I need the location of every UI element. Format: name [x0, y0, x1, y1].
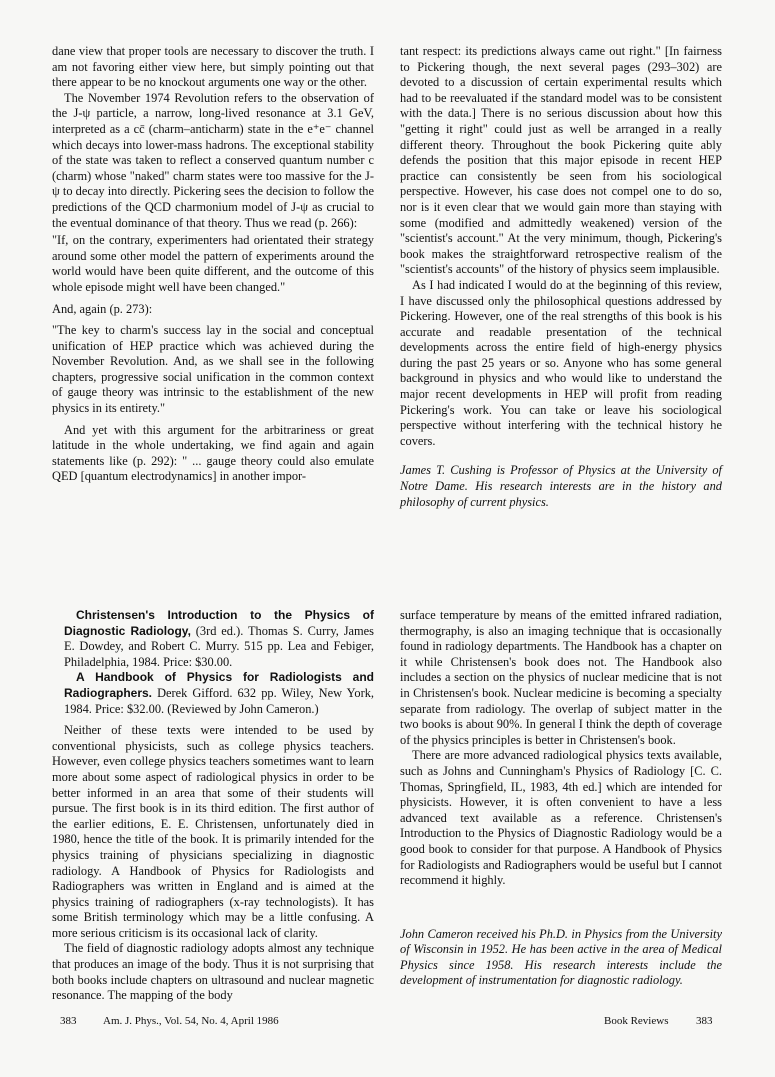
paragraph: tant respect: its predictions always came out right." [In fairness to Pickering though, the next several pages (293–302) are devoted to a discussion of certain experimental results which had to be reevaluated if the standard model was to be consistent with the data.] There is no serious discussion about how this "getting it right" could just as well be arranged in a really different theory. Throughout the book Pickering quite ably defends the position that this major episode in recent HEP practice can consistently be seen from his sociological perspective. However, his case does not compel one to do so, nor is it even clear that we would gain more than staying with some (modified and admittedly weakened) version of the "scientist's account." At the very minimum, though, Pickering's book makes the straightforward retrospective realism of the "scientist's accounts" of the history of physics seem implausible.	[400, 44, 722, 277]
author-bio: John Cameron received his Ph.D. in Physics from the University of Wisconsin in 1952. He has been active in the area of Medical Physics since 1958. His research interests include the development of instrumentation for diagnostic radiology.	[400, 926, 722, 988]
paragraph: As I had indicated I would do at the beginning of this review, I have discussed only the philosophical questions addressed by Pickering. However, one of the real strengths of this book is his accurate and readable presentation of the technical developments across the entire field of high-energy physics during the past 25 years or so. Anyone who has some general background in physics and who would like to understand the major recent developments in HEP will profit from reading Pickering's work. You can take or leave his sociological perspective without interfering with the technical history he covers.	[400, 277, 722, 448]
section-label: Book Reviews	[604, 1015, 669, 1027]
book-title: A Handbook of Physics for Radiologists and Radiographers.	[64, 670, 374, 700]
book-details: (3rd ed.). Thomas S. Curry, James E. Dowdey, and Robert C. Murry. 515 pp. Lea and Febiger, Philadelphia, 1984. Price: $30.00.	[64, 623, 374, 669]
page-number: 383	[60, 1015, 77, 1027]
column-4	[400, 608, 722, 989]
column-1	[52, 44, 374, 485]
paragraph: dane view that proper tools are necessary to discover the truth. I am not favoring either view here, but simply pointing out that there appear to be no knockout arguments one way or the other.	[52, 44, 374, 90]
paragraph: There are more advanced radiological physics texts available, such as Johns and Cunningham's Physics of Radiology [C. C. Thomas, Springfield, IL, 1983, 4th ed.] which are intended for physicists. However, it is often convenient to have a less advanced text available as a reference. Christensen's Introduction to the Physics of Diagnostic Radiology would be a good book to consider for that purpose. A Handbook of Physics for Radiologists and Radiographers would be useful but I cannot recommend it highly.	[400, 748, 722, 888]
paragraph: And, again (p. 273):	[52, 301, 153, 316]
paragraph: Neither of these texts were intended to be used by conventional physicists, such as college physics teachers. However, even college physics teachers sometimes want to learn more about some aspect of radiological physics in order to be better informed in an area that some of their students will pursue. The first book is in its third edition. The first author of the earlier editions, E. E. Christensen, unfortunately died in 1980, hence the title of the book. It is primarily intended for the physics training of physicians specializing in diagnostic radiology. A Handbook of Physics for Radiologists and Radiographers was written in England and is aimed at the physics training of radiographers (x-ray technologists). It has some British terminology which may be a little confusing. A more serious criticism is its occasional lack of clarity.	[52, 723, 374, 940]
paragraph: The field of diagnostic radiology adopts almost any technique that produces an image of the body. Thus it is not surprising that both books include chapters on ultrasound and nuclear magnetic resonance. The mapping of the body	[52, 941, 374, 1003]
block-quote: "If, on the contrary, experimenters had orientated their strategy around some other model the pattern of experiments around the world would have been quite different, and the outcome of this whole episode might well have been changed."	[52, 233, 374, 294]
book-reference	[52, 670, 374, 717]
author-bio: James T. Cushing is Professor of Physics at the University of Notre Dame. His research interests are in the history and philosophy of current physics.	[400, 463, 722, 509]
column-3	[52, 608, 374, 1004]
journal-citation: Am. J. Phys., Vol. 54, No. 4, April 1986	[103, 1015, 279, 1027]
paragraph: And yet with this argument for the arbitrariness or great latitude in the whole undertaking, we find again and again statements like (p. 292): " ... gauge theory could also emulate QED [quantum electrodynamics] in another impor-	[52, 422, 374, 484]
book-reference	[52, 608, 374, 670]
paragraph: The November 1974 Revolution refers to the observation of the J-ψ particle, a narrow, long-lived resonance at 3.1 GeV, interpreted as a cc̄ (charm–anticharm) state in the e⁺e⁻ channel which decays into lower-mass hadrons. The exceptional stability of the state was taken to reflect a conserved quantum number c (charm) whose "naked" charm states were too massive for the J-ψ to decay into directly. Pickering sees the decision to follow the predictions of the QCD charmonium model of J-ψ as crucial to the eventual dominance of that theory. Thus we read (p. 266):	[52, 90, 374, 230]
book-title: Christensen's Introduction to the Physics of Diagnostic Radiology,	[64, 608, 374, 638]
paragraph: surface temperature by means of the emitted infrared radiation, thermography, is also an imaging technique that is occasionally found in radiology departments. The Handbook has a chapter on it while Christensen's book does not. The Handbook also includes a section on the physics of nuclear medicine that is not in Christensen's book. Nuclear medicine is becoming a specialty separate from radiology. The overlap of subject matter in the two books is about 90%. In general I think the depth of coverage of the physics principles is better in Christensen's book.	[400, 608, 722, 747]
block-quote: "The key to charm's success lay in the social and conceptual unification of HEP practice which was achieved during the November Revolution. And, as we shall see in the following chapters, progressive social unification in the common context of gauge theory was intrinsic to the establishment of the new physics in its entirety."	[52, 323, 374, 416]
book-details: Derek Gifford. 632 pp. Wiley, New York, 1984. Price: $32.00. (Reviewed by John Cameron.)	[64, 685, 374, 716]
column-2	[400, 44, 722, 510]
page-number: 383	[696, 1015, 713, 1027]
